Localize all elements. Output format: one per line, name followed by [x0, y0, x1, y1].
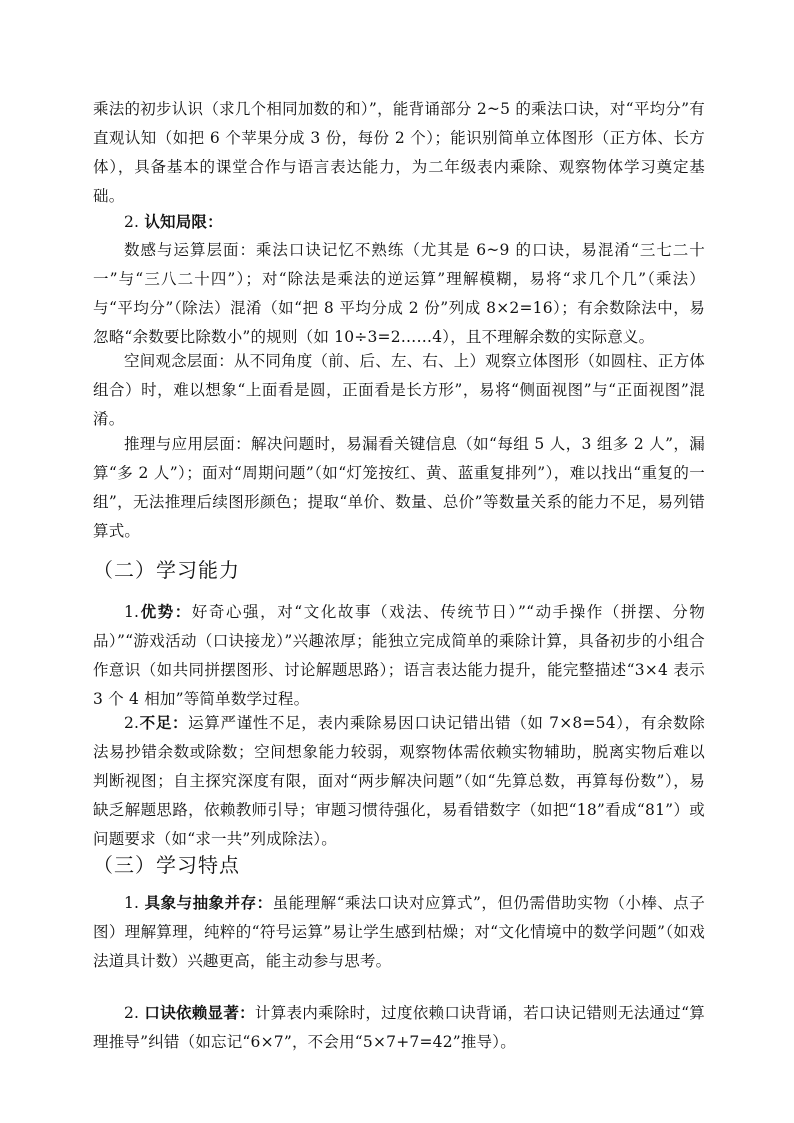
section-heading-learning-features: （三）学习特点 [93, 853, 240, 877]
number-sense-text: 数感与运算层面：乘法口诀记忆不熟练（尤其是 6~9 的口诀，易混淆“三七二十一”与“三八二十四”）；对“除法是乘法的逆运算”理解模糊，易将“求几个几”（乘法）与“平均分”（除法）混淆（如“把 8 平均分成 2 份”列成 8×2=16）；有余数除法中，易忽略“余数要比除数小”的规则（如 10÷3=2……4），且不理解余数的实际意义。 [93, 241, 705, 346]
spatial-paragraph [93, 347, 705, 434]
item-number: 1. [124, 894, 145, 912]
feature-1-text: 虽能理解“乘法口诀对应算式”，但仍需借助实物（小棒、点子图）理解算理，纯粹的“符号运算”易让学生感到枯燥；对“文化情境中的数学问题”（如戏法道具计数）兴趣更高，能主动参与思考。 [93, 894, 706, 970]
reasoning-text: 推理与应用层面：解决问题时，易漏看关键信息（如“每组 5 人，3 组多 2 人”，漏算“多 2 人”）；面对“周期问题”（如“灯笼按红、黄、蓝重复排列”），难以找出“重复的一组”，无法推理后续图形颜色；提取“单价、数量、总价”等数量关系的能力不足，易列错算式。 [93, 435, 705, 540]
item-title: 口诀依赖显著： [144, 1003, 255, 1022]
shortcomings-paragraph [93, 708, 705, 854]
item-title: 优势： [139, 602, 192, 621]
intro-paragraph [93, 95, 705, 211]
feature-1-paragraph [93, 888, 705, 976]
number-sense-paragraph [93, 236, 705, 352]
item-number: 1. [124, 603, 140, 621]
item-number: 2. [124, 714, 140, 732]
spatial-text: 空间观念层面：从不同角度（前、后、左、右、上）观察立体图形（如圆柱、正方体组合）时，难以想象“上面看是圆，正面看是长方形”，易将“侧面视图”与“正面视图”混淆。 [93, 352, 705, 428]
item-number: 2. [124, 1004, 145, 1022]
feature-2-text: 计算表内乘除时，过度依赖口诀背诵，若口诀记错则无法通过“算理推导”纠错（如忘记“6×7”，不会用“5×7+7=42”推导）。 [93, 1004, 705, 1051]
item-number: 2. [124, 213, 145, 231]
item-title: 认知局限： [144, 212, 223, 231]
intro-text: 乘法的初步认识（求几个相同加数的和）”，能背诵部分 2~5 的乘法口诀，对“平均分”有直观认知（如把 6 个苹果分成 3 份，每份 2 个）；能识别简单立体图形（正方体、长方体），具备基本的课堂合作与语言表达能力，为二年级表内乘除、观察物体学习奠定基础。 [93, 100, 705, 205]
advantages-text: 好奇心强，对“文化故事（戏法、传统节日）”“动手操作（拼摆、分物品）”“游戏活动（口诀接龙）”兴趣浓厚；能独立完成简单的乘除计算，具备初步的小组合作意识（如共同拼摆图形、讨论解题思路）；语言表达能力提升，能完整描述“3×4 表示 3 个 4 相加”等简单数学过程。 [93, 603, 705, 708]
item-title: 具象与抽象并存： [144, 893, 273, 912]
cognitive-limits-item [93, 207, 705, 237]
shortcomings-text: 运算严谨性不足，表内乘除易因口诀记错出错（如 7×8=54），有余数除法易抄错余数或除数；空间想象能力较弱，观察物体需依赖实物辅助，脱离实物后难以判断视图；自主探究深度有限，面对“两步解决问题”（如“先算总数，再算每份数”），易缺乏解题思路，依赖教师引导；审题习惯待强化，易看错数字（如把“18”看成“81”）或问题要求（如“求一共”列成除法）。 [93, 714, 705, 848]
feature-2-paragraph [93, 998, 705, 1057]
section-heading-learning-ability: （二）学习能力 [93, 558, 240, 582]
advantages-paragraph [93, 597, 705, 714]
reasoning-paragraph [93, 430, 705, 546]
item-title: 不足： [139, 713, 189, 732]
